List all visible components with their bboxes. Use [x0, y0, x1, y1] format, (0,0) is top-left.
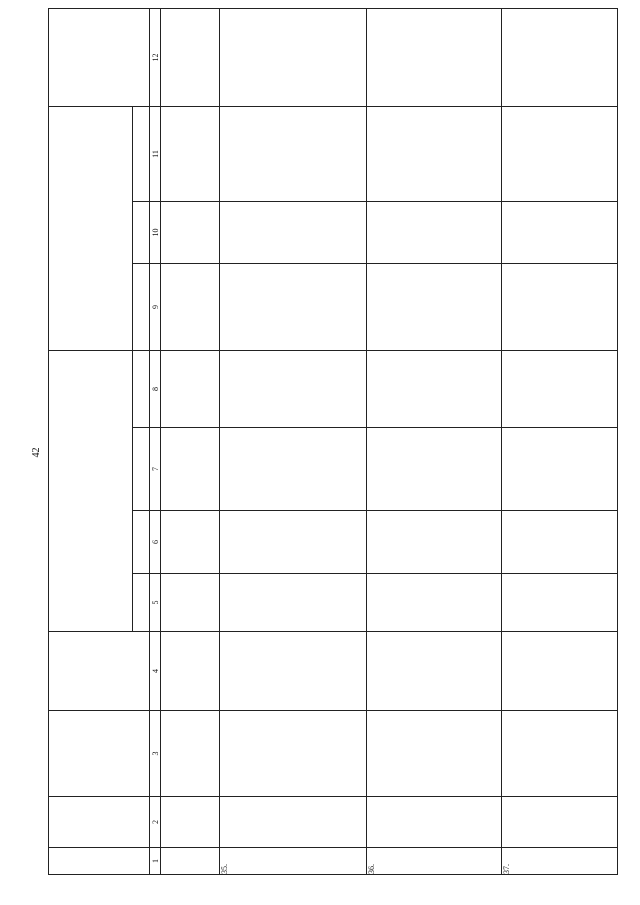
- table-cell: [367, 428, 502, 511]
- table-cell: [367, 202, 502, 264]
- table-cell: [367, 574, 502, 632]
- table-cell: [220, 351, 367, 428]
- column-number: 6: [150, 511, 161, 574]
- table-cell: [161, 106, 220, 201]
- table-cell: [161, 202, 220, 264]
- table-cell: [220, 106, 367, 201]
- subheader-cell: [133, 264, 150, 351]
- column-number-row: [150, 8, 161, 874]
- header-cell-number: [49, 848, 150, 875]
- table-cell: [367, 8, 502, 106]
- table-cell: [367, 797, 502, 848]
- table-cell: [367, 711, 502, 797]
- column-number: 11: [150, 106, 161, 201]
- column-number: 1: [150, 848, 161, 875]
- row-number: 36.: [367, 848, 502, 875]
- table-cell: [220, 574, 367, 632]
- table-cell: [220, 632, 367, 711]
- table-cell: [161, 428, 220, 511]
- table-cell: [502, 202, 618, 264]
- header-cell-indicator: [49, 632, 150, 711]
- header-cell-score-scale: [49, 106, 133, 350]
- subheader-cell: [133, 351, 150, 428]
- page-number: 42: [31, 447, 42, 458]
- table-row: [502, 8, 618, 874]
- table-cell: [367, 106, 502, 201]
- table-cell: [220, 428, 367, 511]
- indicators-table: [48, 8, 618, 875]
- column-number: 12: [150, 8, 161, 106]
- table-cell: [502, 711, 618, 797]
- table-cell: [161, 351, 220, 428]
- column-number: 10: [150, 202, 161, 264]
- table-cell: [161, 8, 220, 106]
- table-cell: [220, 202, 367, 264]
- subheader-cell: [133, 106, 150, 201]
- table-cell: [502, 428, 618, 511]
- subheader-cell: [133, 202, 150, 264]
- column-number: 5: [150, 574, 161, 632]
- table-cell: [502, 8, 618, 106]
- table-cell: [367, 632, 502, 711]
- column-number: 4: [150, 632, 161, 711]
- column-number: 3: [150, 711, 161, 797]
- table-cell: [161, 632, 220, 711]
- table-cell: [220, 511, 367, 574]
- header-cell-condition: [49, 711, 150, 797]
- table-cell: [367, 351, 502, 428]
- table-cell: [502, 574, 618, 632]
- table-cell: [502, 797, 618, 848]
- table-cell: [220, 711, 367, 797]
- table-header-row: [49, 8, 133, 874]
- table-cell: [220, 797, 367, 848]
- table-cell: [161, 264, 220, 351]
- subheader-cell: [133, 574, 150, 632]
- row-number: 37.: [502, 848, 618, 875]
- table-cell: [367, 511, 502, 574]
- table-cell: [367, 264, 502, 351]
- table-cell: [161, 711, 220, 797]
- table-cell: [502, 264, 618, 351]
- table-row: [161, 8, 220, 874]
- table-cell: [502, 351, 618, 428]
- column-number: 2: [150, 797, 161, 848]
- table-row: [220, 8, 367, 874]
- column-number: 8: [150, 351, 161, 428]
- table-cell: [220, 264, 367, 351]
- header-cell-source-data: [49, 351, 133, 632]
- table-cell: [220, 8, 367, 106]
- table-cell: [161, 511, 220, 574]
- row-number: 35.: [220, 848, 367, 875]
- table-row: [367, 8, 502, 874]
- table-cell: [502, 511, 618, 574]
- table-cell: [502, 632, 618, 711]
- column-number: 9: [150, 264, 161, 351]
- subheader-cell: [133, 511, 150, 574]
- header-cell-weight: [49, 8, 150, 106]
- table-cell: [502, 106, 618, 201]
- subheader-cell: [133, 428, 150, 511]
- table-cell: [161, 574, 220, 632]
- header-cell-group: [49, 797, 150, 848]
- row-number: [161, 848, 220, 875]
- table-cell: [161, 797, 220, 848]
- column-number: 7: [150, 428, 161, 511]
